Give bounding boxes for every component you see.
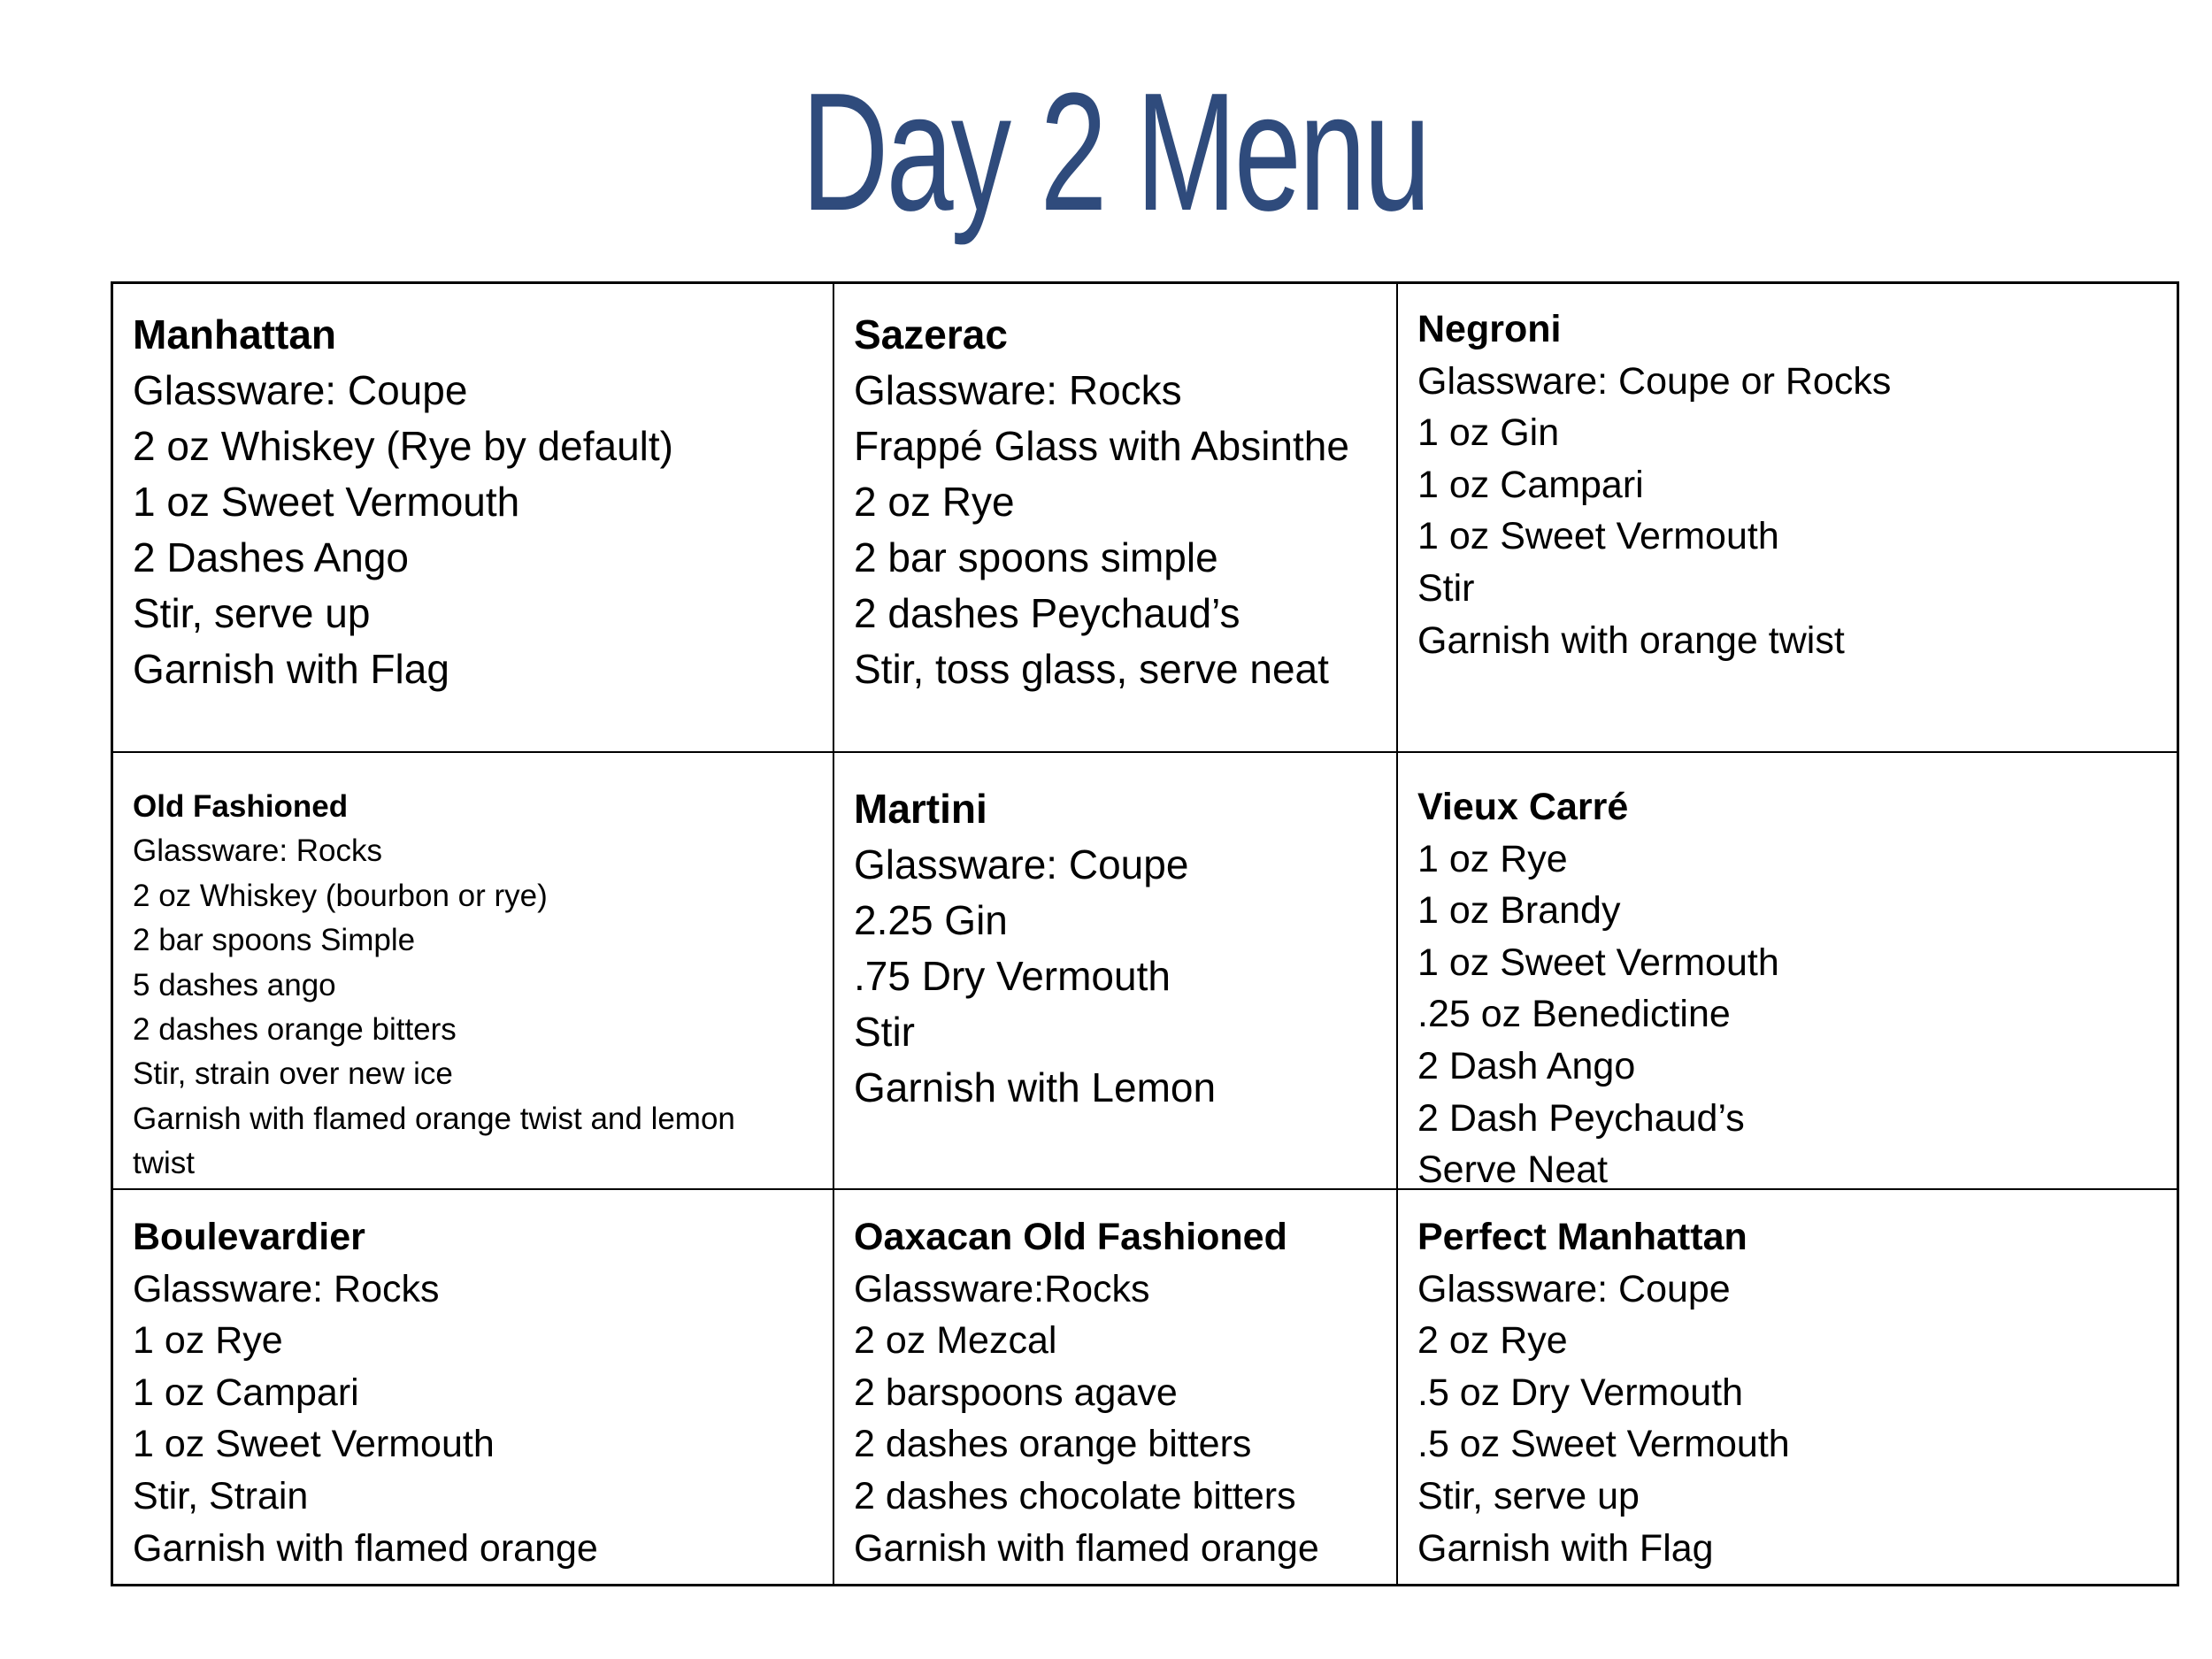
cocktail-card-old-fashioned	[113, 753, 834, 1190]
recipe-line: Stir, toss glass, serve neat	[854, 646, 1329, 692]
recipe-line: Glassware: Coupe or Rocks	[1417, 359, 1892, 403]
recipe-line: Serve Neat	[1417, 1148, 1609, 1190]
recipe-line: Garnish with orange twist	[1417, 618, 1845, 662]
cocktail-card-sazerac	[834, 284, 1398, 753]
recipe-line: 2 oz Rye	[1417, 1319, 1568, 1363]
recipe-line: Frappé Glass with Absinthe	[854, 423, 1349, 469]
cocktail-name: Oaxacan Old Fashioned	[854, 1216, 1287, 1258]
cocktail-name: Manhattan	[133, 311, 336, 357]
recipe-line: Glassware: Coupe	[133, 367, 468, 413]
recipe-line: Garnish with Flag	[1417, 1526, 1714, 1570]
recipe-line: twist	[133, 1146, 195, 1181]
cocktail-card-martini	[834, 753, 1398, 1190]
cocktail-card-boulevardier	[113, 1190, 834, 1584]
cocktail-card-negroni	[1398, 284, 2177, 753]
recipe-line: Garnish with flamed orange twist and lemon	[133, 1101, 735, 1136]
cocktail-name: Vieux Carré	[1417, 786, 1629, 828]
recipe-line: 2 Dash Ango	[1417, 1044, 1636, 1087]
recipe-line: 2 barspoons agave	[854, 1371, 1178, 1414]
cocktail-card-perfect-manhattan	[1398, 1190, 2177, 1584]
cocktail-name: Negroni	[1417, 308, 1562, 350]
recipe-line: 2 bar spoons Simple	[133, 923, 416, 958]
recipe-line: Stir, serve up	[1417, 1474, 1640, 1517]
recipe-line: Garnish with flamed orange	[854, 1526, 1319, 1570]
menu-table	[111, 281, 2179, 1586]
recipe-line: 1 oz Rye	[133, 1319, 283, 1363]
recipe-line: 1 oz Sweet Vermouth	[133, 1423, 495, 1466]
recipe-line: .5 oz Sweet Vermouth	[1417, 1423, 1790, 1466]
recipe-line: Garnish with flamed orange	[133, 1526, 598, 1570]
recipe-line: 1 oz Campari	[133, 1371, 359, 1414]
recipe-line: Glassware: Rocks	[133, 1267, 440, 1310]
recipe-line: Stir, strain over new ice	[133, 1056, 453, 1092]
recipe-line: 1 oz Sweet Vermouth	[1417, 941, 1779, 984]
cocktail-name: Perfect Manhattan	[1417, 1216, 1747, 1258]
recipe-line: 2 bar spoons simple	[854, 534, 1218, 580]
recipe-line: 2 dashes Peychaud’s	[854, 590, 1240, 636]
recipe-line: .25 oz Benedictine	[1417, 993, 1731, 1036]
recipe-line: 2 oz Whiskey (Rye by default)	[133, 423, 674, 469]
recipe-line: .75 Dry Vermouth	[854, 953, 1171, 999]
cocktail-name: Old Fashioned	[133, 789, 349, 824]
recipe-line: 1 oz Rye	[1417, 837, 1568, 880]
cocktail-card-manhattan	[113, 284, 834, 753]
recipe-line: Stir, Strain	[133, 1474, 309, 1517]
recipe-line: Glassware: Rocks	[133, 833, 383, 869]
cocktail-card-vieux-carre	[1398, 753, 2177, 1190]
recipe-line: Stir	[1417, 566, 1475, 610]
recipe-line: 2.25 Gin	[854, 897, 1008, 943]
recipe-line: Glassware: Coupe	[1417, 1267, 1731, 1310]
recipe-line: 1 oz Gin	[1417, 411, 1560, 455]
recipe-line: 2 Dashes Ango	[133, 534, 410, 580]
recipe-line: 2 dashes chocolate bitters	[854, 1474, 1296, 1517]
recipe-line: 2 Dash Peychaud’s	[1417, 1096, 1745, 1140]
recipe-line: Garnish with Flag	[133, 646, 449, 692]
cocktail-name: Martini	[854, 786, 987, 832]
recipe-line: Garnish with Lemon	[854, 1064, 1217, 1110]
cocktail-name: Boulevardier	[133, 1216, 365, 1258]
recipe-line: Stir, serve up	[133, 590, 371, 636]
cocktail-name: Sazerac	[854, 311, 1008, 357]
recipe-line: 5 dashes ango	[133, 967, 336, 1002]
cocktail-card-oaxacan-old-fashioned	[834, 1190, 1398, 1584]
recipe-line: .5 oz Dry Vermouth	[1417, 1371, 1744, 1414]
recipe-line: 2 oz Mezcal	[854, 1319, 1057, 1363]
recipe-line: 1 oz Brandy	[1417, 889, 1621, 933]
recipe-line: Glassware: Coupe	[854, 841, 1189, 887]
recipe-line: 2 oz Rye	[854, 479, 1015, 525]
recipe-line: 2 dashes orange bitters	[854, 1423, 1252, 1466]
recipe-line: Glassware: Rocks	[854, 367, 1182, 413]
recipe-line: 1 oz Sweet Vermouth	[133, 479, 520, 525]
recipe-line: 2 oz Whiskey (bourbon or rye)	[133, 878, 548, 913]
recipe-line: 1 oz Campari	[1417, 463, 1644, 506]
recipe-line: Glassware:Rocks	[854, 1267, 1150, 1310]
page-title: Day 2 Menu	[801, 58, 1429, 246]
recipe-line: Stir	[854, 1009, 915, 1055]
recipe-line: 2 dashes orange bitters	[133, 1012, 457, 1048]
recipe-line: 1 oz Sweet Vermouth	[1417, 515, 1779, 558]
